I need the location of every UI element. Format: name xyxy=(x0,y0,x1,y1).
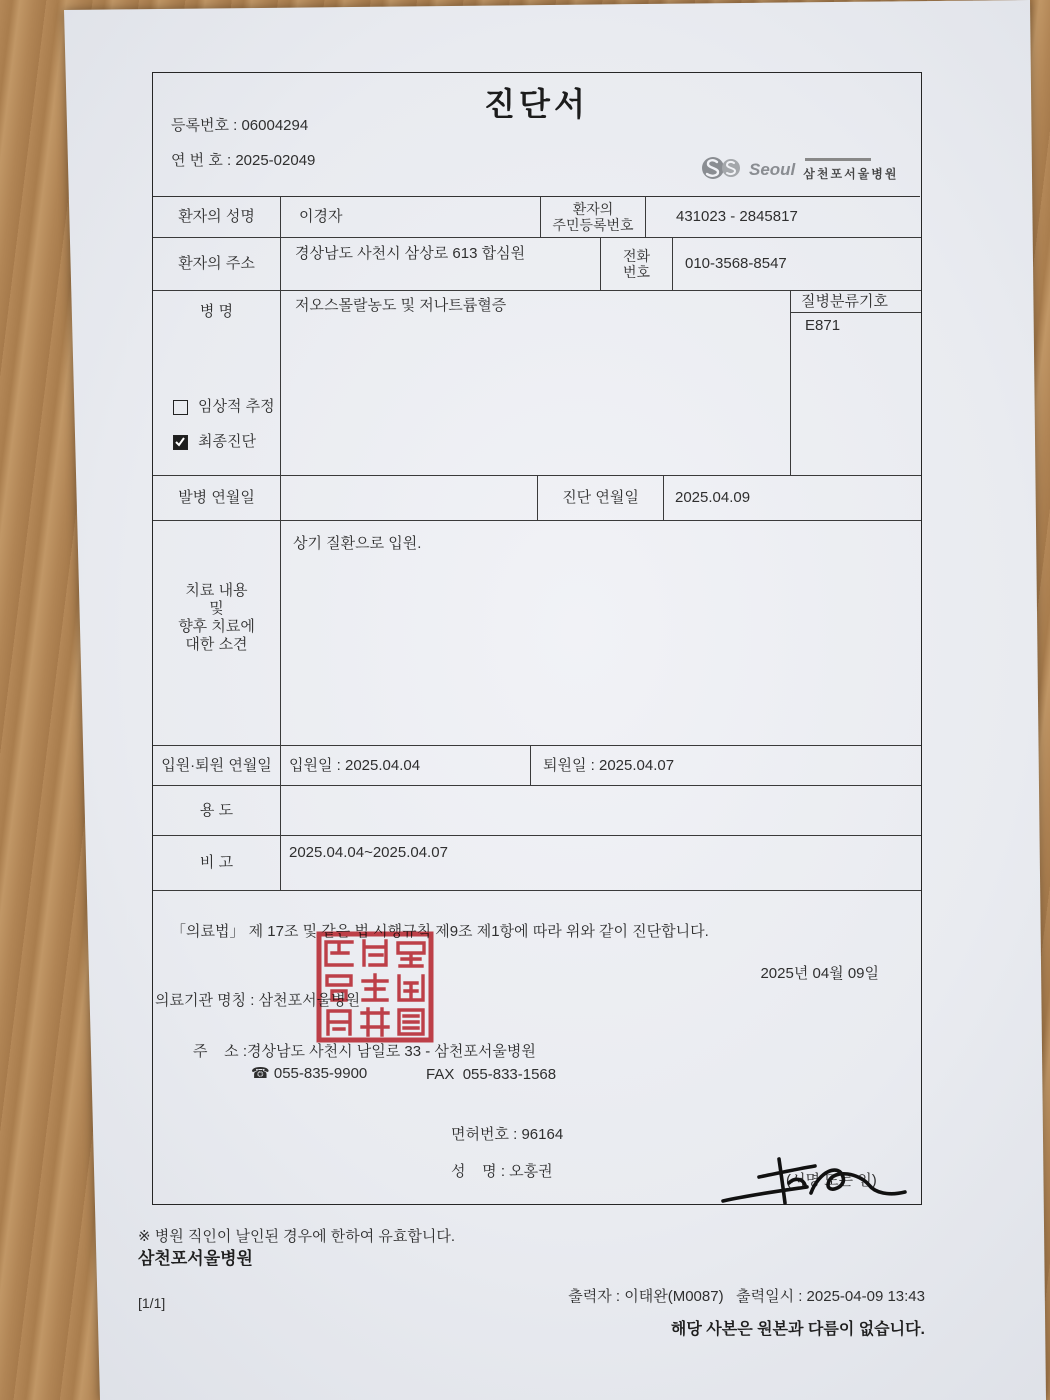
printed-by: 출력자 : 이태완(M0087) xyxy=(568,1288,724,1305)
phone-label-line1: 전화 xyxy=(622,248,651,264)
rrn-label-line1: 환자의 xyxy=(572,200,614,217)
disease-code: E871 xyxy=(791,313,921,476)
institution-phone-value: 055-835-9900 xyxy=(273,1065,368,1082)
option-clinical-estimate-label: 임상적 추정 xyxy=(198,398,275,415)
doctor-value: 오홍권 xyxy=(509,1163,553,1180)
serial-value: 2025-02049 xyxy=(235,152,316,169)
institution-phone xyxy=(251,1064,367,1082)
treatment-label-line2: 및 xyxy=(209,600,224,617)
logo-hospital-name: 삼천포서울병원 xyxy=(803,167,899,181)
treatment-opinion: 상기 질환으로 입원. xyxy=(281,521,921,746)
certification-statement: 「의료법」 제 17조 및 같은 법 시행규칙 제9조 제1항에 따라 위와 같이 진단합니다. xyxy=(171,923,709,940)
serial-number xyxy=(171,149,315,170)
registration-label: 등록번호 : xyxy=(171,117,238,134)
hospital-seal xyxy=(316,931,434,1043)
patient-rrn-label xyxy=(541,196,646,238)
registration-number xyxy=(171,114,308,135)
admission-label: 입원·퇴원 연월일 xyxy=(153,746,281,786)
onset-date-label: 발병 연월일 xyxy=(153,476,281,521)
purpose-value xyxy=(281,786,921,836)
patient-name-label: 환자의 성명 xyxy=(153,196,281,238)
registration-value: 06004294 xyxy=(241,117,309,134)
checkbox-checked-icon xyxy=(173,435,188,450)
institution-value: 삼천포서울병원 xyxy=(258,992,361,1009)
hospital-logo xyxy=(701,155,898,185)
diagnosis-label: 병 명 xyxy=(199,303,234,320)
treatment-label xyxy=(153,521,281,746)
certification-date: 2025년 04월 09일 xyxy=(760,965,879,982)
logo-tagline xyxy=(805,158,871,161)
onset-date xyxy=(281,476,538,521)
option-final-diagnosis xyxy=(173,433,256,451)
disease-code-label: 질병분류기호 xyxy=(791,291,921,313)
institution-fax xyxy=(426,1066,556,1083)
diagnosis-name: 저오스몰랄농도 및 저나트륨혈증 xyxy=(281,291,791,476)
treatment-label-line1: 치료 내용 xyxy=(185,582,248,599)
treatment-label-line4: 대한 소견 xyxy=(185,636,248,653)
institution-address-value: 경상남도 사천시 남일로 33 - 삼천포서울병원 xyxy=(247,1043,536,1060)
license-number xyxy=(451,1123,563,1144)
signature-label: (서명 또는 인) xyxy=(786,1172,877,1189)
patient-rrn: 431023 - 2845817 xyxy=(646,196,921,238)
doctor-signature xyxy=(719,1151,909,1207)
purpose-label: 용 도 xyxy=(153,786,281,836)
copy-notice: 해당 사본은 원본과 다름이 없습니다. xyxy=(670,1321,925,1338)
remarks-value: 2025.04.04~2025.04.07 xyxy=(281,836,921,891)
patient-phone: 010-3568-8547 xyxy=(673,238,921,291)
institution-address-label: 주 소 : xyxy=(193,1043,247,1060)
institution-label: 의료기관 명칭 : xyxy=(155,992,255,1009)
discharge-date: 퇴원일 : 2025.04.07 xyxy=(531,746,921,786)
option-clinical-estimate xyxy=(173,398,275,416)
license-value: 96164 xyxy=(521,1126,564,1143)
phone-label-line2: 번호 xyxy=(622,264,651,280)
admission-date: 입원일 : 2025.04.04 xyxy=(281,746,531,786)
license-label: 면허번호 : xyxy=(451,1126,518,1143)
doctor-label: 성 명 : xyxy=(451,1163,505,1180)
printed-at: 출력일시 : 2025-04-09 13:43 xyxy=(736,1288,925,1305)
serial-label: 연 번 호 : xyxy=(171,152,232,169)
diagnosis-date-label: 진단 연월일 xyxy=(538,476,664,521)
patient-phone-label xyxy=(601,238,673,291)
validity-note: ※ 병원 직인이 날인된 경우에 한하여 유효합니다. xyxy=(138,1228,456,1245)
institution-address xyxy=(193,1040,536,1061)
print-info xyxy=(568,1285,925,1306)
doctor-name xyxy=(451,1160,553,1181)
fax-label: FAX xyxy=(426,1066,455,1083)
checkbox-icon xyxy=(173,400,188,415)
document-title: 진단서 xyxy=(484,86,589,122)
diagnosis-label-cell xyxy=(153,291,281,476)
logo-text xyxy=(803,158,898,182)
logo-brand: Seoul xyxy=(749,160,796,179)
certificate-header xyxy=(153,73,920,197)
page-number: [1/1] xyxy=(138,1295,166,1311)
diagnosis-date: 2025.04.09 xyxy=(664,476,921,521)
patient-address-label: 환자의 주소 xyxy=(153,238,281,291)
remarks-label: 비 고 xyxy=(153,836,281,891)
patient-address: 경상남도 사천시 삼상로 613 합심원 xyxy=(281,238,601,291)
patient-name: 이경자 xyxy=(281,196,541,238)
treatment-label-line3: 향후 치료에 xyxy=(178,618,255,635)
seoul-s-logo-icon xyxy=(701,155,747,186)
footer-hospital-name: 삼천포서울병원 xyxy=(138,1249,253,1268)
option-final-diagnosis-label: 최종진단 xyxy=(198,433,256,450)
certificate-frame xyxy=(152,72,922,1205)
rrn-label-line2: 주민등록번호 xyxy=(552,216,634,233)
phone-icon: ☎ xyxy=(251,1065,274,1082)
fax-value: 055-833-1568 xyxy=(462,1066,557,1083)
